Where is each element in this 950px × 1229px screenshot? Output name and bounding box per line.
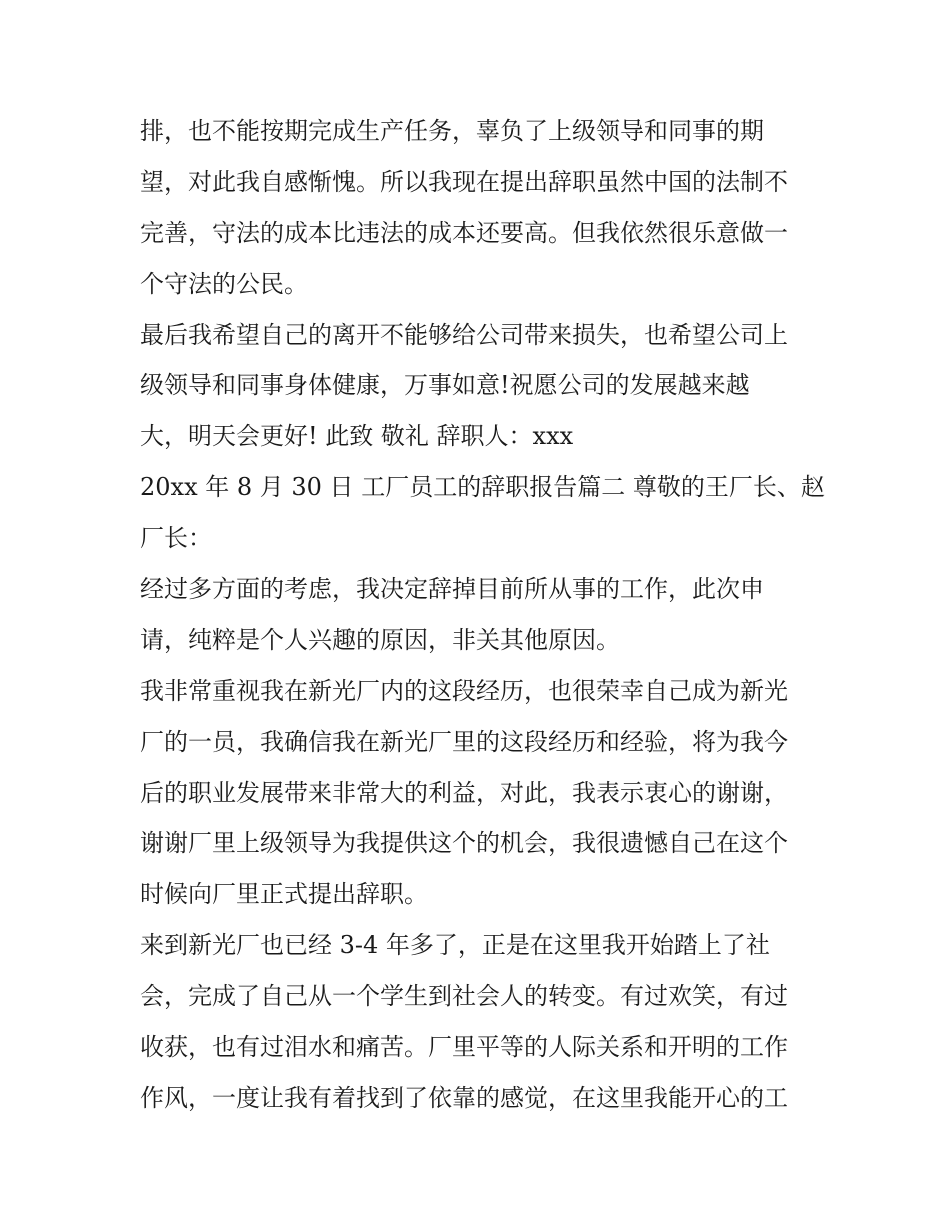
text-line-10: 经过多方面的考虑，我决定辞掉目前所从事的工作，此次申 <box>140 575 764 604</box>
text-line-18: 会，完成了自己从一个学生到社会人的转变。有过欢笑，有过 <box>140 982 788 1011</box>
document-body <box>140 106 825 1124</box>
text-line-5: 最后我希望自己的离开不能够给公司带来损失，也希望公司上 <box>140 320 788 349</box>
text-line-17: 来到新光厂也已经 3-4 年多了，正是在这里我开始踏上了社 <box>140 931 770 960</box>
text-line-3: 完善，守法的成本比违法的成本还要高。但我依然很乐意做一 <box>140 218 788 247</box>
text-line-6: 级领导和同事身体健康，万事如意!祝愿公司的发展越来越 <box>140 371 750 400</box>
text-line-2: 望，对此我自感惭愧。所以我现在提出辞职虽然中国的法制不 <box>140 167 788 196</box>
text-line-7: 大，明天会更好! 此致 敬礼 辞职人：xxx <box>140 422 574 451</box>
text-line-14: 后的职业发展带来非常大的利益，对此，我表示衷心的谢谢， <box>140 778 788 807</box>
text-line-8: 20xx 年 8 月 30 日 工厂员工的辞职报告篇二 尊敬的王厂长、赵 <box>140 473 825 502</box>
text-line-1: 排，也不能按期完成生产任务，辜负了上级领导和同事的期 <box>140 117 764 145</box>
text-line-15: 谢谢厂里上级领导为我提供这个的机会，我很遗憾自己在这个 <box>140 829 788 858</box>
text-line-12: 我非常重视我在新光厂内的这段经历，也很荣幸自己成为新光 <box>140 676 788 705</box>
text-line-9: 厂长： <box>140 524 212 553</box>
text-line-20: 作风，一度让我有着找到了依靠的感觉，在这里我能开心的工 <box>140 1083 788 1112</box>
text-line-19: 收获，也有过泪水和痛苦。厂里平等的人际关系和开明的工作 <box>140 1033 788 1062</box>
text-line-4: 个守法的公民。 <box>140 269 308 298</box>
text-line-16: 时候向厂里正式提出辞职。 <box>140 880 428 909</box>
text-line-11: 请，纯粹是个人兴趣的原因，非关其他原因。 <box>140 625 620 654</box>
text-line-13: 厂的一员，我确信我在新光厂里的这段经历和经验，将为我今 <box>140 727 788 756</box>
